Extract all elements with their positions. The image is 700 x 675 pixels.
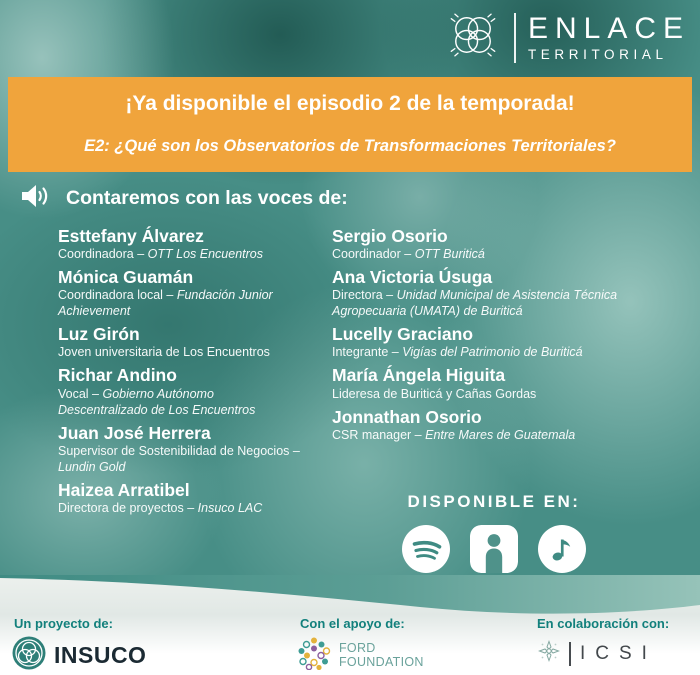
speaker-name: Luz Girón (58, 324, 140, 345)
brand-divider (514, 13, 516, 63)
icsi-logo (538, 640, 657, 667)
speaker-role-prefix: Integrante – (332, 345, 403, 360)
brand-wordmark (527, 11, 690, 62)
banner-headline: ¡Ya disponible el episodio 2 de la temporada! (125, 92, 575, 115)
speaker-item (332, 226, 688, 262)
speaker-role (332, 386, 632, 402)
speaker-role (58, 287, 306, 319)
platform-icons-row (388, 525, 600, 573)
speaker-audio-icon (20, 182, 52, 215)
speaker-role-prefix: Vocal – (58, 386, 103, 401)
announcement-banner (8, 77, 692, 172)
speakers-column-left (58, 226, 332, 521)
icsi-compass-icon (538, 640, 560, 667)
speaker-role-prefix: Directora – (332, 288, 397, 303)
speaker-role-prefix: Directora de proyectos – (58, 500, 198, 515)
ivoox-icon[interactable] (470, 525, 518, 573)
speaker-role-prefix: Lideresa de Buriticá y Cañas Gordas (332, 386, 537, 401)
speaker-role-prefix: Coordinador – (332, 247, 415, 262)
voices-heading (20, 182, 348, 215)
speaker-name: María Ángela Higuita (332, 365, 506, 386)
ford-wordmark-line1: FORD (339, 641, 376, 655)
available-on-label: DISPONIBLE EN: (407, 492, 581, 511)
icsi-wordmark: ICSI (580, 642, 657, 664)
speaker-role-org: OTT Los Encuentros (147, 247, 263, 262)
brand-logo (444, 6, 690, 69)
ford-wordmark (339, 642, 424, 670)
available-on-section (388, 492, 600, 573)
speaker-name: Ana Victoria Úsuga (332, 267, 493, 288)
speaker-role-prefix: Coordinadora local – (58, 288, 177, 303)
speaker-item (332, 407, 688, 443)
insuco-wordmark: INSUCO (54, 642, 147, 668)
speaker-item (58, 480, 332, 516)
speaker-role-org: Unidad Municipal de Asistencia Técnica Agropecuaria (UMATA) de Buriticá (332, 288, 618, 319)
ford-dots-icon (297, 636, 331, 675)
speaker-role-org: OTT Buriticá (414, 247, 485, 262)
speaker-role (332, 246, 632, 262)
speaker-item (58, 324, 332, 360)
speaker-item (58, 226, 332, 262)
icsi-divider (569, 642, 571, 666)
ford-wordmark-line2: FOUNDATION (339, 654, 424, 669)
support-label: Con el apoyo de: (300, 616, 405, 631)
speaker-name: Richar Andino (58, 365, 177, 386)
speaker-role (58, 443, 306, 475)
speaker-name: Lucelly Graciano (332, 324, 474, 345)
speaker-name: Sergio Osorio (332, 226, 448, 246)
ford-foundation-logo (297, 636, 424, 675)
speaker-role-prefix: Supervisor de Sostenibilidad de Negocios – (58, 443, 300, 458)
speaker-role-org: Entre Mares de Guatemala (425, 427, 576, 442)
speaker-item (332, 324, 688, 360)
insuco-emblem-icon (12, 636, 46, 675)
collab-label: En colaboración con: (537, 616, 670, 631)
speaker-item (58, 267, 332, 319)
voices-heading-text: Contaremos con las voces de: (66, 187, 348, 209)
speaker-item (332, 365, 688, 401)
spotify-icon[interactable] (402, 525, 450, 573)
speaker-role-org: Gobierno Autónomo Descentralizado de Los Encuentros (58, 386, 256, 417)
speaker-role-org: Lundin Gold (58, 459, 126, 474)
insuco-logo (12, 636, 146, 675)
brand-name-line1: ENLACE (527, 11, 690, 45)
brand-name-line2: TERRITORIAL (527, 46, 668, 62)
music-note-icon[interactable] (538, 525, 586, 573)
speaker-role (332, 287, 632, 319)
speakers-column-right (332, 226, 688, 521)
wave-divider (0, 575, 700, 621)
banner-episode-title: E2: ¿Qué son los Observatorios de Transformaciones Territoriales? (84, 137, 616, 155)
speaker-name: Juan José Herrera (58, 422, 211, 443)
speaker-role-org: Insuco LAC (197, 500, 263, 515)
speaker-item (58, 423, 332, 475)
speaker-item (58, 365, 332, 417)
speaker-role-org: Fundación Junior Achievement (58, 288, 273, 319)
interlocking-circles-icon (444, 6, 502, 69)
speaker-name: Haizea Arratibel (58, 479, 190, 500)
project-label: Un proyecto de: (14, 616, 113, 631)
speaker-name: Jonnathan Osorio (332, 406, 482, 427)
speaker-role-prefix: Joven universitaria de Los Encuentros (58, 345, 270, 360)
speaker-role-prefix: CSR manager – (332, 427, 426, 442)
speaker-role-prefix: Coordinadora – (58, 247, 148, 262)
speaker-role-org: Vigías del Patrimonio de Buriticá (402, 345, 583, 360)
speaker-role (58, 246, 306, 262)
speaker-role (58, 386, 306, 418)
speaker-item (332, 267, 688, 319)
speaker-role (58, 500, 306, 516)
speakers-list (58, 226, 688, 521)
speaker-name: Mónica Guamán (58, 267, 194, 288)
speaker-role (58, 344, 306, 360)
speaker-role (332, 344, 632, 360)
speaker-name: Esttefany Álvarez (58, 226, 204, 246)
speaker-role (332, 427, 632, 443)
